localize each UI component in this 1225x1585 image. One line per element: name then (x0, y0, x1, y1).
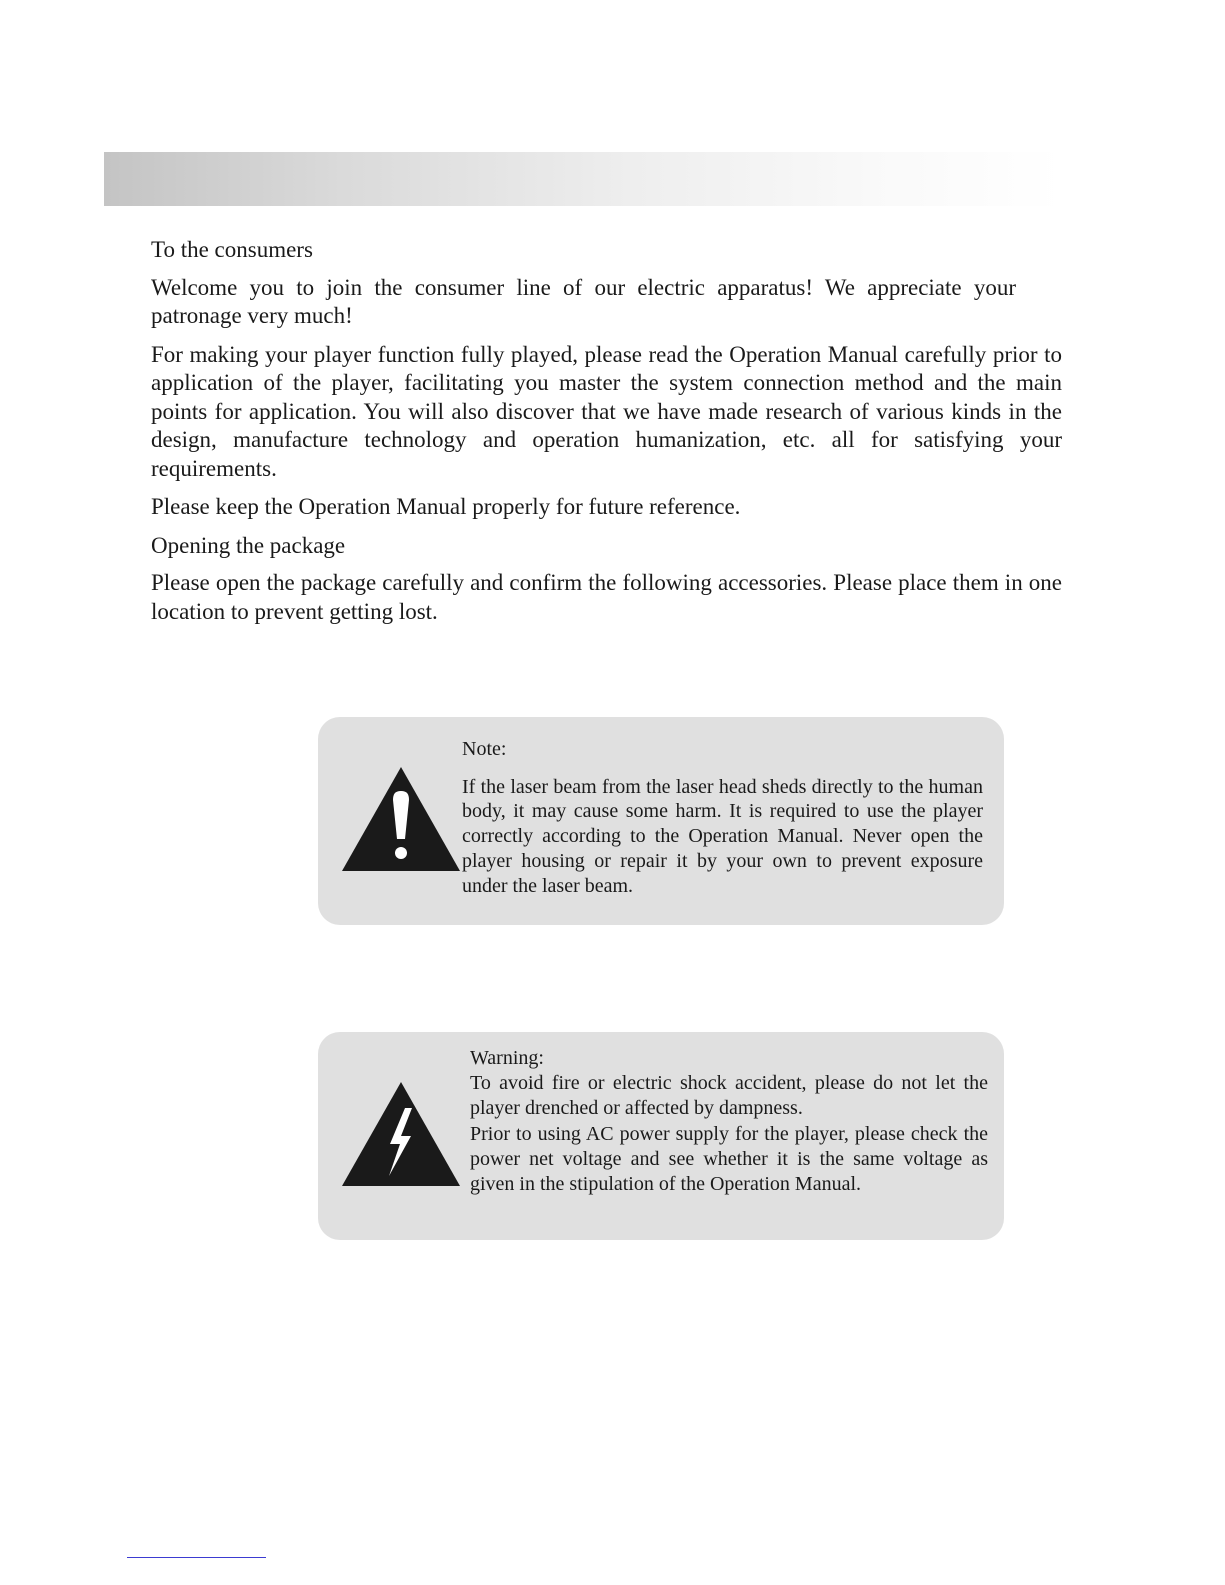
section-header-band (104, 152, 1062, 206)
note-title: Note: (462, 738, 507, 760)
warning-title: Warning: (470, 1047, 544, 1069)
note-text (462, 737, 983, 898)
exclamation-triangle-icon (342, 767, 460, 871)
warning-line-dampness: To avoid fire or electric shock accident, please do not let the player drenched or affected by dampness. (470, 1072, 988, 1120)
heading-to-consumers: To the consumers (151, 237, 313, 262)
intro-text (151, 236, 1062, 636)
warning-callout (318, 1032, 1004, 1240)
instructions-paragraph: For making your player function fully played, please read the Operation Manual carefully prior to application of the player, facilitating you master the system connection method and the main points for application. You will also discover that we have made research of various kinds in the design, manufacture technology and operation humanization, etc. all for satisfying your requirements. (151, 341, 1062, 481)
warning-text (470, 1046, 988, 1197)
heading-opening-package: Opening the package (151, 532, 346, 558)
keep-manual-paragraph: Please keep the Operation Manual properly for future reference. (151, 494, 741, 519)
note-body: If the laser beam from the laser head sheds directly to the human body, it may cause some harm. It is required to use the player correctly according to the Operation Manual. Never open the player housing or repair it by your own to prevent exposure under the laser beam. (462, 775, 983, 897)
note-callout (318, 717, 1004, 925)
footer-rule (127, 1557, 266, 1558)
warning-line-voltage: Prior to using AC power supply for the player, please check the power net voltage and see whether it is the same voltage as given in the stipulation of the Operation Manual. (470, 1122, 988, 1196)
welcome-paragraph: Welcome you to join the consumer line of our electric apparatus! We appreciate your patronage very much! (151, 274, 1016, 328)
lightning-triangle-icon (342, 1082, 460, 1186)
open-package-paragraph: Please open the package carefully and confirm the following accessories. Please place them in one location to prevent getting lost. (151, 570, 1062, 624)
